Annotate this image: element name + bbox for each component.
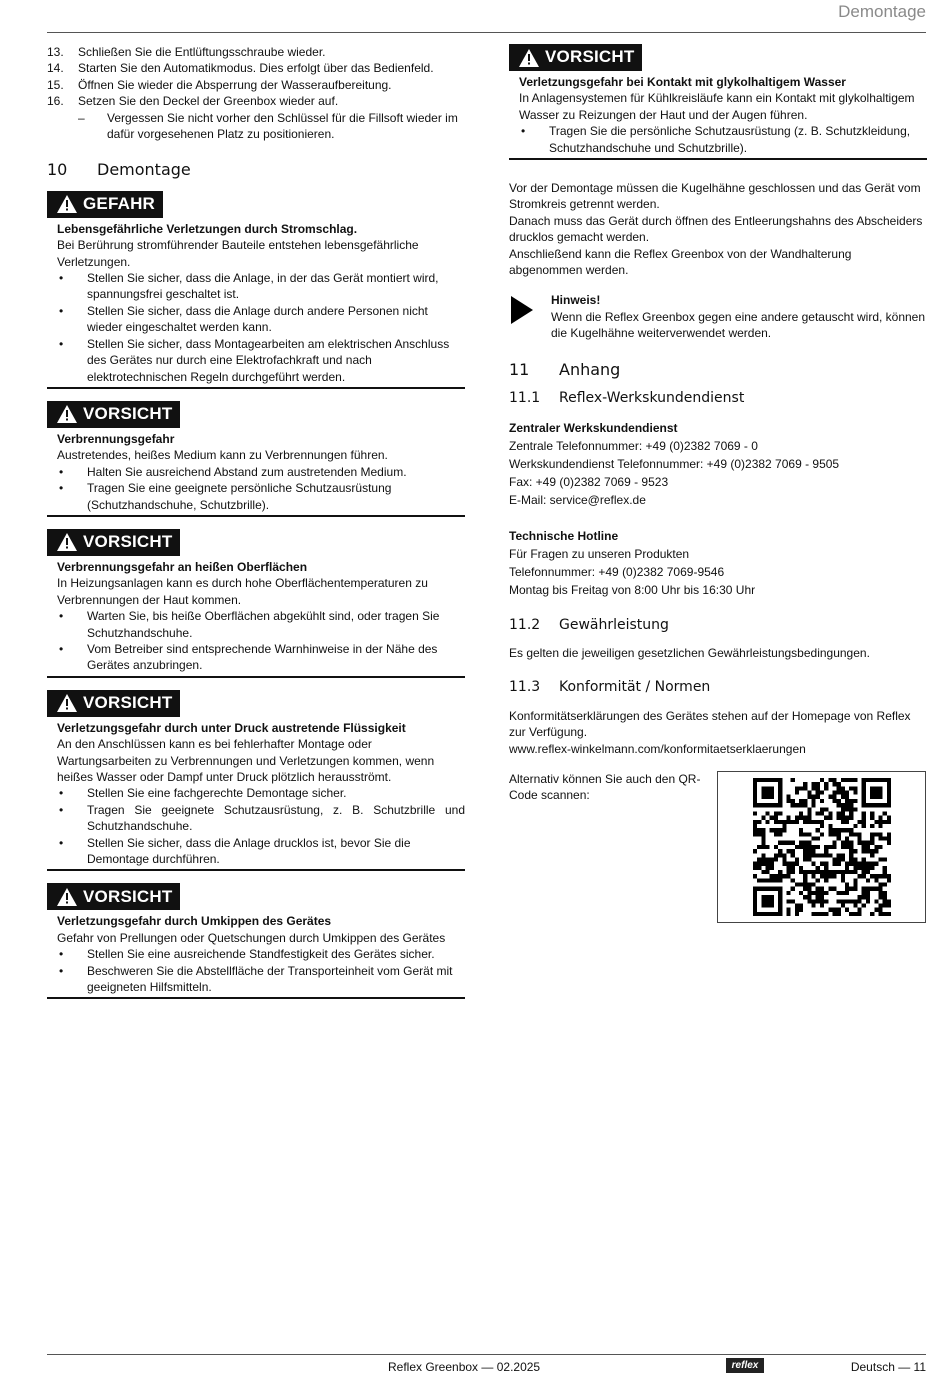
caution-badge: VORSICHT — [47, 883, 180, 910]
warning-text: In Anlagensystemen für Kühlkreisläufe kann ein Kontakt mit glykolhaltigem Wasser zu Reizungen der Haut und der Augen führen. — [519, 91, 915, 122]
section-heading-11: 11 Anhang — [509, 359, 621, 379]
footer-page: Deutsch — 11 — [850, 1360, 926, 1374]
caution-badge: VORSICHT — [509, 44, 642, 71]
qr-text: Alternativ können Sie auch den QR-Code scannen: — [509, 771, 701, 803]
caution-box — [47, 690, 465, 872]
qr-code-frame — [717, 771, 926, 923]
paragraph: Es gelten die jeweiligen gesetzlichen Gewährleistungsbedingungen. — [509, 645, 870, 660]
service-contact — [509, 419, 927, 509]
section-heading-11-3: 11.3 Konformität / Normen — [509, 679, 711, 696]
sub-list-item: – Vergessen Sie nicht vorher den Schlüssel für die Fillsoft wieder im dafür vorgesehenen Platz zu positionieren. — [78, 110, 458, 142]
warning-title: Verbrennungsgefahr an heißen Oberflächen — [57, 559, 308, 574]
note-title: Hinweis! — [551, 293, 601, 308]
step-list — [47, 44, 465, 142]
right-column — [509, 44, 927, 923]
warning-triangle-icon — [519, 49, 539, 67]
list-item: • Stellen Sie sicher, dass Montagearbeiten am elektrischen Anschluss des Gerätes nur durch eine Elektrofachkraft und nach elektrotechnischen Regeln durchgeführt werden. — [59, 336, 450, 384]
contact-line: Zentrale Telefonnummer: +49 (0)2382 7069 - 0 — [509, 438, 758, 453]
paragraph: Danach muss das Gerät durch öffnen des Entleerungshahns des Abscheiders drucklos gemacht werden. — [509, 213, 923, 245]
warning-text: Gefahr von Prellungen oder Quetschungen durch Umkippen des Gerätes — [57, 930, 446, 945]
warning-triangle-icon — [57, 405, 77, 423]
contact-title: Technische Hotline — [509, 528, 619, 543]
paragraph: Konformitätserklärungen des Gerätes stehen auf der Homepage von Reflex zur Verfügung. — [509, 708, 911, 740]
section-heading-11-2: 11.2 Gewährleistung — [509, 616, 669, 633]
footer-document: Reflex Greenbox — 02.2025 — [388, 1360, 541, 1374]
play-arrow-icon — [509, 296, 533, 324]
qr-code-icon[interactable] — [753, 778, 891, 916]
list-item: • Halten Sie ausreichend Abstand zum austretenden Medium. — [59, 464, 407, 479]
warning-text: In Heizungsanlagen kann es durch hohe Oberflächentemperaturen zu Verbrennungen der Haut kommen. — [57, 576, 428, 607]
list-item: • Tragen Sie geeignete Schutzausrüstung, z. B. Schutzbrille und Schutzhandschuhe. — [59, 802, 465, 834]
section-heading-10: 10 Demontage — [47, 160, 191, 180]
contact-line: Telefonnummer: +49 (0)2382 7069-9546 — [509, 564, 725, 579]
list-item: • Tragen Sie eine geeignete persönliche Schutzausrüstung (Schutzhandschuhe, Schutzbrille). — [59, 481, 392, 512]
list-item: 16. Setzen Sie den Deckel der Greenbox wieder auf. — [47, 94, 339, 109]
list-item: • Vom Betreiber sind entsprechende Warnhinweise in der Nähe des Gerätes anzubringen. — [59, 641, 438, 673]
list-item: • Stellen Sie eine fachgerechte Demontage sicher. — [59, 786, 347, 801]
danger-badge: GEFAHR — [47, 191, 163, 218]
list-item: • Tragen Sie die persönliche Schutzausrüstung (z. B. Schutzkleidung, Schutzhandschuhe und Schutzbrille). — [521, 124, 911, 155]
caution-box — [47, 883, 465, 999]
list-item: 15. Öffnen Sie wieder die Absperrung der Wasseraufbereitung. — [47, 77, 392, 92]
contact-email[interactable]: E-Mail: service@reflex.de — [509, 492, 646, 507]
warning-title: Verbrennungsgefahr — [57, 431, 175, 446]
page-footer — [47, 1354, 926, 1386]
warning-triangle-icon — [57, 694, 77, 712]
note-text: Wenn die Reflex Greenbox gegen eine andere getauscht wird, können die Kugelhähne weiterverwendet werden. — [551, 309, 926, 341]
list-item: • Beschweren Sie die Abstellfläche der Transporteinheit vom Gerät mit geeigneten Hilfsmitteln. — [59, 963, 453, 995]
page-header — [47, 0, 926, 33]
conformity-link[interactable]: www.reflex-winkelmann.com/konformitaetserklaerungen — [509, 741, 806, 756]
contact-title: Zentraler Werkskundendienst — [509, 420, 678, 435]
caution-badge: VORSICHT — [47, 401, 180, 428]
list-item: • Stellen Sie sicher, dass die Anlage durch andere Personen nicht wieder eingeschaltet werden kann. — [59, 303, 428, 335]
list-item: 13. Schließen Sie die Entlüftungsschraube wieder. — [47, 45, 326, 59]
warning-text: Bei Berührung stromführender Bauteile entstehen lebensgefährliche Verletzungen. — [57, 238, 419, 269]
list-item: • Stellen Sie eine ausreichende Standfestigkeit des Gerätes sicher. — [59, 947, 435, 962]
warning-triangle-icon — [57, 533, 77, 551]
warning-text: An den Anschlüssen kann es bei fehlerhafter Montage oder Wartungsarbeiten zu Verbrennungen und Verletzungen kommen, wenn heißes Wasser oder Dampf unter Druck plötzlich herausströmt. — [57, 737, 435, 784]
note-box — [509, 292, 927, 341]
danger-box — [47, 191, 465, 389]
contact-line: Fax: +49 (0)2382 7069 - 9523 — [509, 474, 669, 489]
qr-row — [509, 771, 927, 923]
section-heading-11-1: 11.1 Reflex-Werkskundendienst — [509, 390, 745, 407]
caution-box — [47, 529, 465, 678]
caution-badge: VORSICHT — [47, 529, 180, 556]
list-item: • Warten Sie, bis heiße Oberflächen abgekühlt sind, oder tragen Sie Schutzhandschuhe. — [59, 609, 440, 640]
warning-title: Verletzungsgefahr bei Kontakt mit glykolhaltigem Wasser — [519, 75, 846, 89]
contact-line: Werkskundendienst Telefonnummer: +49 (0)2382 7069 - 9505 — [509, 456, 840, 471]
caution-box — [509, 44, 927, 160]
list-item: • Stellen Sie sicher, dass die Anlage drucklos ist, bevor Sie die Demontage durchführen. — [59, 835, 411, 867]
caution-box — [47, 401, 465, 517]
contact-line: Für Fragen zu unseren Produkten — [509, 546, 690, 561]
paragraph: Anschließend kann die Reflex Greenbox von der Wandhalterung abgenommen werden. — [509, 246, 852, 278]
warning-title: Verletzungsgefahr durch unter Druck austretende Flüssigkeit — [57, 720, 406, 735]
list-item: • Stellen Sie sicher, dass die Anlage, in der das Gerät montiert wird, spannungsfrei geschaltet ist. — [59, 271, 439, 302]
header-title: Demontage — [838, 2, 926, 21]
contact-line: Montag bis Freitag von 8:00 Uhr bis 16:30 Uhr — [509, 582, 756, 597]
warning-triangle-icon — [57, 195, 77, 213]
paragraph: Vor der Demontage müssen die Kugelhähne geschlossen und das Gerät vom Stromkreis getrennt werden. — [509, 181, 921, 212]
hotline-contact — [509, 527, 927, 599]
warning-triangle-icon — [57, 888, 77, 906]
list-item: 14. Starten Sie den Automatikmodus. Dies erfolgt über das Bedienfeld. — [47, 61, 434, 76]
reflex-logo: reflex — [726, 1358, 764, 1373]
warning-text: Austretendes, heißes Medium kann zu Verbrennungen führen. — [57, 448, 388, 463]
caution-badge: VORSICHT — [47, 690, 180, 717]
warning-title: Verletzungsgefahr durch Umkippen des Gerätes — [57, 914, 332, 929]
left-column — [47, 44, 465, 1011]
warning-title: Lebensgefährliche Verletzungen durch Stromschlag. — [57, 221, 358, 236]
